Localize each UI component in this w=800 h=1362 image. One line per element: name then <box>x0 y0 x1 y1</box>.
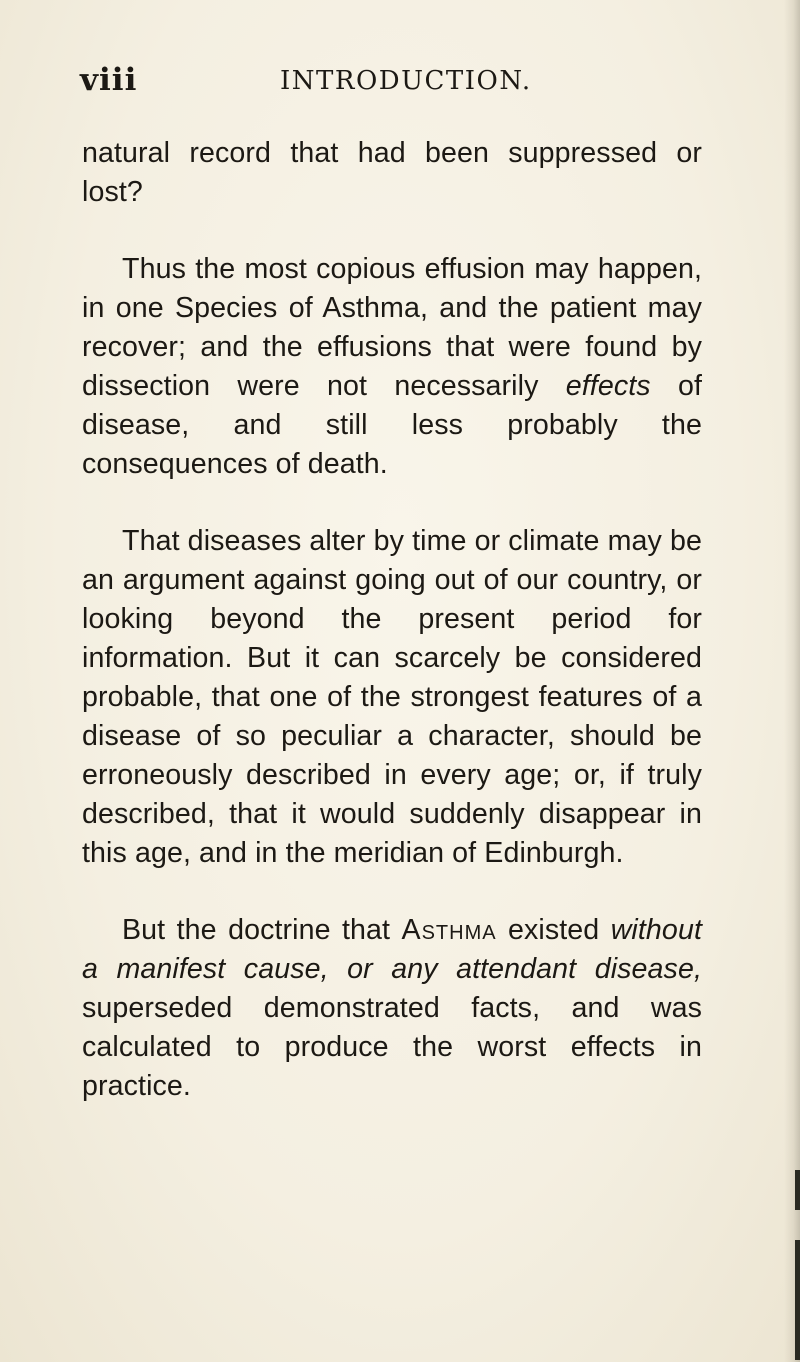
paragraph-2-part-a: Thus the most copious effusion may happen, in one Species of Asthma, and the patient may recover; and the effusions that were found by dissection were not necessarily <box>82 253 702 402</box>
paragraph-3: That diseases alter by time or climate may be an argument against going out of our country, or looking beyond the present period for information. But it can scarcely be considered probable, that one of the strongest features of a disease of so peculiar a character, should be erroneously described in every age; or, if truly described, that it would suddenly disappear in this age, and in the meridian of Edinburgh. <box>82 525 702 869</box>
paragraph-4 <box>82 911 702 1106</box>
paragraph-4-part-e: superseded demonstrated facts, and was calculated to produce the worst effects in practice. <box>82 992 702 1102</box>
page-edge-mark <box>795 1170 800 1210</box>
running-head <box>80 62 720 106</box>
term-asthma: Asthma <box>401 914 497 946</box>
body-text <box>82 134 702 1106</box>
paragraph-2-part-c: of disease, and still less probably the consequences of death. <box>82 370 702 480</box>
paragraph-2 <box>82 250 702 484</box>
page-edge-mark <box>795 1240 800 1360</box>
page-edge-shadow <box>784 0 800 1362</box>
paragraph-1: natural record that had been suppressed or lost? <box>82 137 702 208</box>
running-title: INTRODUCTION. <box>280 66 532 96</box>
page-number: viii <box>80 62 138 98</box>
emphasis-without-cause: without a manifest cause, or any attendant disease, <box>82 914 702 985</box>
emphasis-effects: effects <box>565 370 651 402</box>
paragraph-4-part-a: But the doctrine that <box>122 914 402 946</box>
paragraph-4-part-c: existed <box>496 914 611 946</box>
